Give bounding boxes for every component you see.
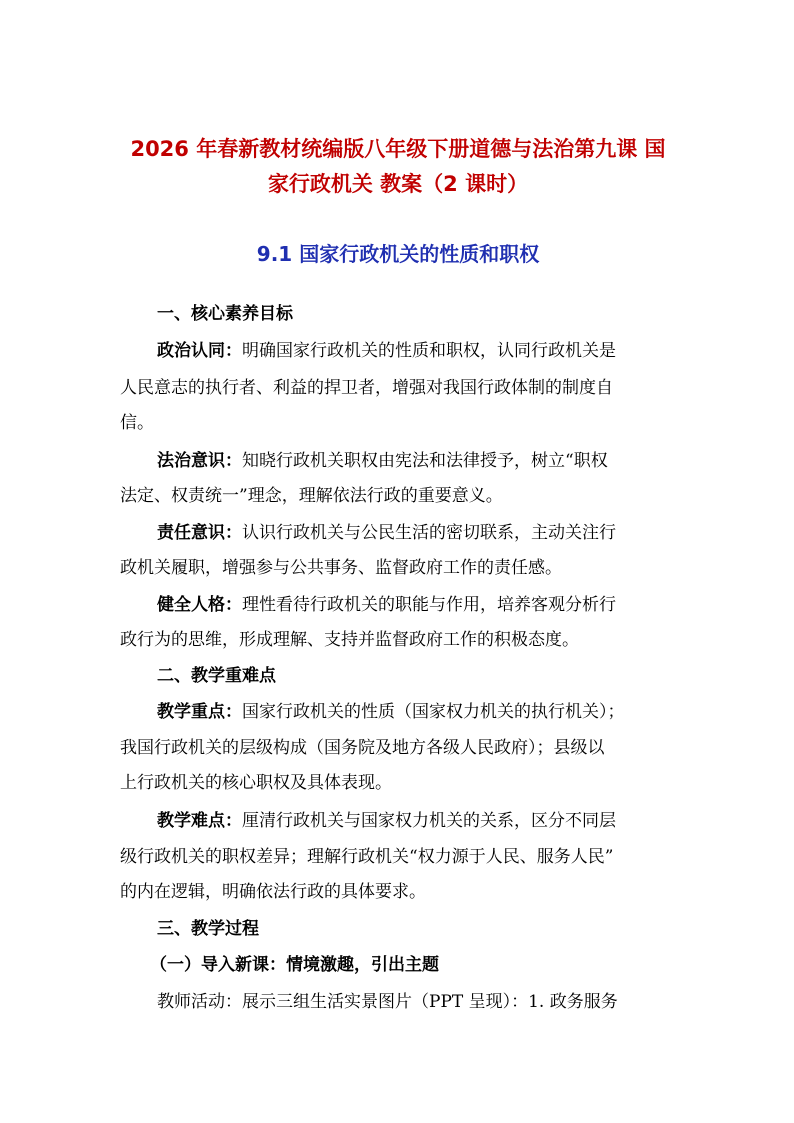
document-title-line-1: 2026 年春新教材统编版八年级下册道德与法治第九课 国 — [130, 137, 666, 161]
teaching-focus-line-3: 上行政机关的核心职权及具体表现。 — [120, 773, 392, 793]
teaching-difficulty-line-2: 级行政机关的职权差异；理解行政机关“权力源于人民、服务人民” — [120, 847, 614, 867]
personality-goal-label: 健全人格： — [157, 595, 242, 615]
personality-goal-line-2: 政行为的思维，形成理解、支持并监督政府工作的积极态度。 — [120, 630, 579, 650]
political-goal-line-3: 信。 — [120, 413, 154, 433]
teaching-focus-label: 教学重点： — [157, 702, 242, 722]
political-goal-line-2: 人民意志的执行者、利益的捍卫者，增强对我国行政体制的制度自 — [120, 378, 613, 398]
teacher-activity-line: 教师活动：展示三组生活实景图片（PPT 呈现）：1. 政务服务 — [157, 992, 618, 1012]
responsibility-goal-text-1: 认识行政机关与公民生活的密切联系，主动关注行 — [242, 523, 616, 543]
personality-goal-line-1 — [157, 593, 616, 617]
teaching-focus-text-1: 国家行政机关的性质（国家权力机关的执行机关）； — [242, 702, 625, 722]
responsibility-goal-line-1 — [157, 521, 616, 545]
process-heading: 三、教学过程 — [157, 919, 259, 939]
personality-goal-text-1: 理性看待行政机关的职能与作用，培养客观分析行 — [242, 595, 616, 615]
section-title: 9.1 国家行政机关的性质和职权 — [256, 242, 540, 266]
teaching-difficulty-line-3: 的内在逻辑，明确依法行政的具体要求。 — [120, 882, 426, 902]
teaching-focus-line-1 — [157, 700, 625, 724]
legal-goal-line-2: 法定、权责统一”理念，理解依法行政的重要意义。 — [120, 486, 503, 506]
document-title-line-2: 家行政机关 教案（2 课时） — [267, 172, 529, 196]
political-goal-text-1: 明确国家行政机关的性质和职权，认同行政机关是 — [242, 341, 616, 361]
responsibility-goal-label: 责任意识： — [157, 523, 242, 543]
teaching-difficulty-label: 教学难点： — [157, 811, 242, 831]
legal-goal-text-1: 知晓行政机关职权由宪法和法律授予，树立“职权 — [242, 451, 608, 471]
teaching-focus-line-2: 我国行政机关的层级构成（国务院及地方各级人民政府）；县级以 — [120, 738, 605, 758]
teaching-difficulty-text-1: 厘清行政机关与国家权力机关的关系，区分不同层 — [242, 811, 616, 831]
legal-goal-label: 法治意识： — [157, 451, 242, 471]
process-sub-heading: （一）导入新课：情境激趣，引出主题 — [150, 955, 439, 975]
key-points-heading: 二、教学重难点 — [157, 666, 276, 686]
core-goals-heading: 一、核心素养目标 — [157, 304, 293, 324]
responsibility-goal-line-2: 政机关履职，增强参与公共事务、监督政府工作的责任感。 — [120, 558, 562, 578]
legal-goal-line-1 — [157, 449, 608, 473]
political-goal-line-1 — [157, 339, 616, 363]
teaching-difficulty-line-1 — [157, 809, 616, 833]
political-goal-label: 政治认同： — [157, 341, 242, 361]
